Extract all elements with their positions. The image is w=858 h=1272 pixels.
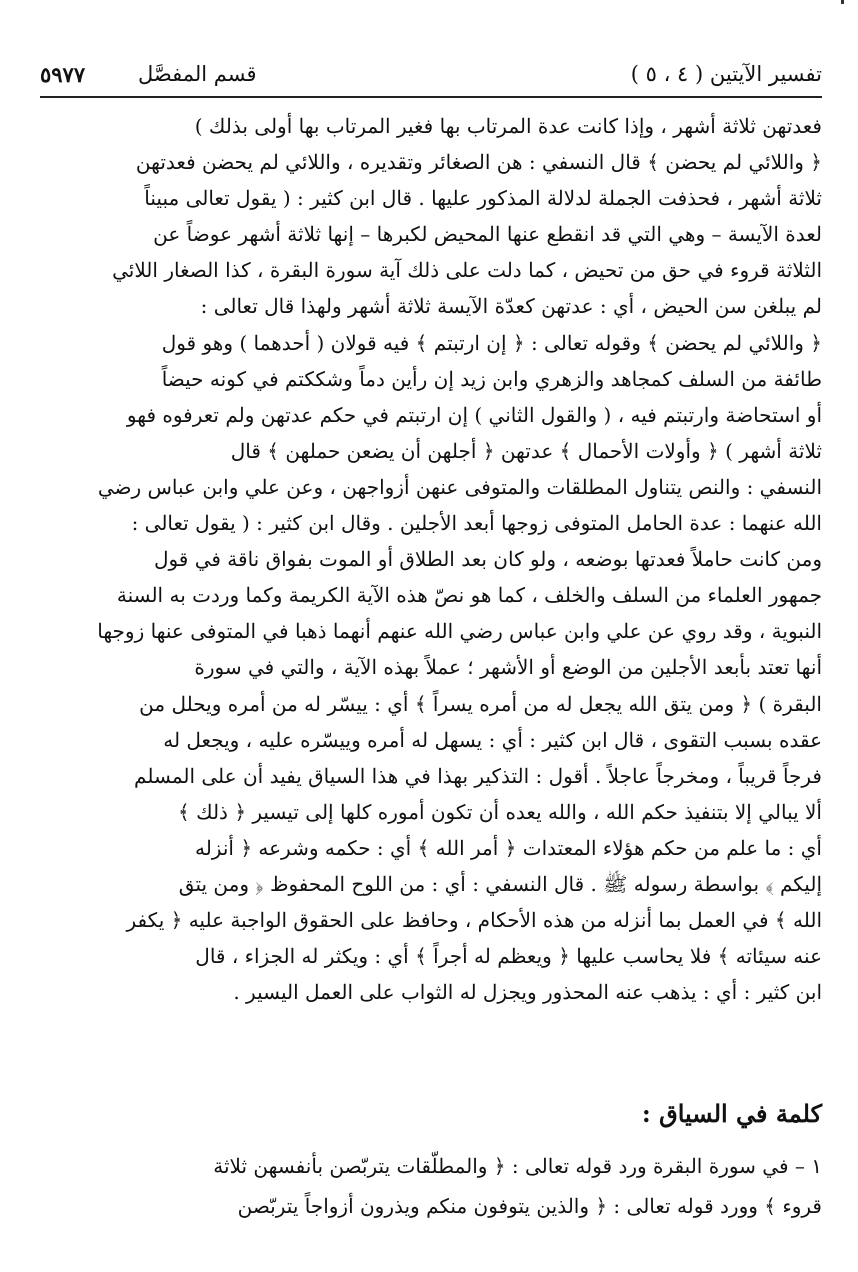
text-line: ثلاثة أشهر ، فحذفت الجملة لدلالة المذكور عليها . قال ابن كثير : ( يقول تعالى مبيناً [144,186,822,211]
text-line: قروء ﴾ وورد قوله تعالى : ﴿ والذين يتوفون منكم ويذرون أزواجاً يتربّصن [237,1194,822,1218]
text-line: جمهور العلماء من السلف والخلف ، كما هو نصّ هذه الآية الكريمة وكما وردت به السنة [116,583,822,608]
text-line: ومن كانت حاملاً فعدتها بوضعه ، ولو كان بعد الطلاق أو الموت بفواق ناقة في قول [153,547,822,572]
header-rule [40,96,822,98]
text-line: طائفة من السلف كمجاهد والزهري وابن زيد إن رأين دماً وشككتم في كونه حيضاً [161,366,822,391]
context-list [40,1146,822,1226]
running-title: تفسير الآيتين ( ٤ ، ٥ ) [630,62,822,86]
page-header [40,58,822,92]
text-line: أي : ما علم من حكم هؤلاء المعتدات ﴿ أمر الله ﴾ أي : حكمه وشرعه ﴿ أنزله [194,835,822,860]
text-line: ١ – في سورة البقرة ورد قوله تعالى : ﴿ والمطلّقات يتربّصن بأنفسهن ثلاثة [213,1154,822,1178]
text-line: الثلاثة قروء في حق من تحيض ، كما دلت على ذلك آية سورة البقرة ، كذا الصغار اللائي [112,258,822,283]
text-line: ألا يبالي إلا بتنفيذ حكم الله ، والله يعده أن تكون أموره كلها إلى تيسير ﴿ ذلك ﴾ [178,799,822,824]
text-line: عقده بسبب التقوى ، قال ابن كثير : أي : يسهل له أمره وييسّره عليه ، ويجعل له [163,727,822,752]
section-heading: كلمة في السياق : [641,1099,822,1128]
section-name: قسم المفصَّل [138,62,257,86]
text-line: الله ﴾ في العمل بما أنزله من هذه الأحكام ، وحافظ على الحقوق الواجبة عليه ﴿ يكفر [126,908,822,933]
text-line: إليكم ﴾ بواسطة رسوله ﷺ . قال النسفي : أي : من اللوح المحفوظ ﴿ ومن يتق [178,871,822,896]
text-line: ﴿ واللائي لم يحضن ﴾ وقوله تعالى : ﴿ إن ارتبتم ﴾ فيه قولان ( أحدهما ) وهو قول [161,330,822,355]
text-line: أو استحاضة وارتبتم فيه ، ( والقول الثاني ) إن ارتبتم في حكم عدتهن ولم تعرفوه فهو [126,402,822,427]
text-line: لعدة الآيسة – وهي التي قد انقطع عنها المحيض لكبرها – إنها ثلاثة أشهر عوضاً عن [153,222,822,247]
text-line: ﴿ واللائي لم يحضن ﴾ قال النسفي : هن الصغائر وتقديره ، واللائي لم يحضن فعدتهن [135,150,822,175]
text-line: فرجاً قريباً ، ومخرجاً عاجلاً . أقول : التذكير بهذا في هذا السياق يفيد أن على المسلم [134,763,822,788]
page-number: ٥٩٧٧ [40,62,86,87]
text-line: فعدتهن ثلاثة أشهر ، وإذا كانت عدة المرتاب بها فغير المرتاب بها أولى بذلك ) [194,114,822,138]
text-line: لم يبلغن سن الحيض ، أي : عدتهن كعدّة الآيسة ثلاثة أشهر ولهذا قال تعالى : [200,294,822,319]
body-text [40,108,822,1010]
text-line: أنها تعتد بأبعد الأجلين من الوضع أو الأشهر ؛ عملاً بهذه الآية ، والتي في سورة [194,655,822,680]
text-line: النبوية ، وقد روي عن علي وابن عباس رضي الله عنهم أنهما ذهبا في المتوفى عنها زوجها [97,619,822,644]
text-line: ثلاثة أشهر ) ﴿ وأولات الأحمال ﴾ عدتهن ﴿ أجلهن أن يضعن حملهن ﴾ قال [230,438,822,463]
text-line: النسفي : والنص يتناول المطلقات والمتوفى عنهن أزواجهن ، وعن علي وابن عباس رضي [97,474,822,499]
text-line: البقرة ) ﴿ ومن يتق الله يجعل له من أمره يسراً ﴾ أي : ييسّر له من أمره ويحلل من [139,691,822,716]
text-line: ابن كثير : أي : يذهب عنه المحذور ويجزل له الثواب على العمل اليسير . [233,980,822,1005]
text-line: الله عنهما : عدة الحامل المتوفى زوجها أبعد الأجلين . وقال ابن كثير : ( يقول تعالى : [131,511,822,536]
text-line: عنه سيئاته ﴾ فلا يحاسب عليها ﴿ ويعظم له أجراً ﴾ أي : ويكثر له الجزاء ، قال [195,944,822,969]
scan-mark [841,0,844,4]
